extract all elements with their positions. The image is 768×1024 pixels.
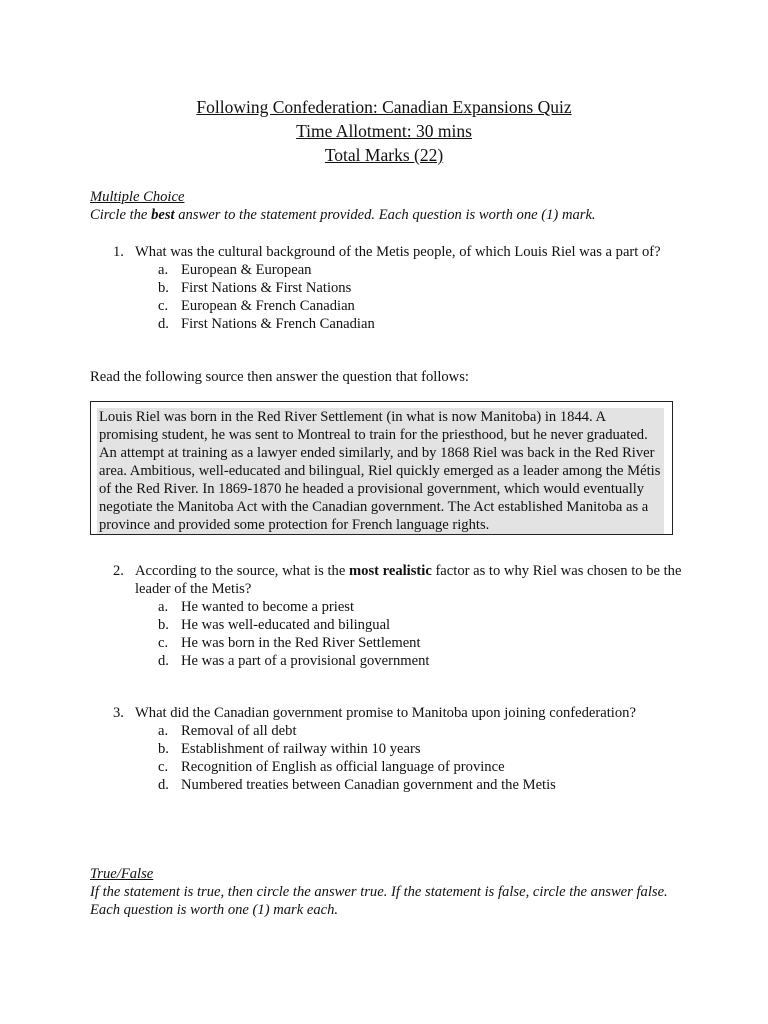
answer-option[interactable]: [113, 279, 683, 297]
option-text: First Nations & French Canadian: [181, 316, 375, 332]
option-text: He wanted to become a priest: [181, 599, 355, 615]
answer-options: [113, 598, 683, 670]
title-block: [0, 95, 768, 167]
total-marks: Total Marks (22): [324, 145, 444, 165]
source-box: [90, 401, 673, 535]
option-letter: b.: [158, 280, 169, 296]
question-text-end: factor as to why Riel was chosen to be the leader of the Metis?: [135, 563, 682, 597]
question-text-start: According to the source, what is the: [135, 563, 349, 579]
answer-option[interactable]: [113, 616, 683, 634]
option-letter: c.: [158, 759, 169, 775]
question-text: What was the cultural background of the Metis people, of which Louis Riel was a part of?: [135, 244, 661, 260]
option-letter: b.: [158, 617, 169, 633]
option-text: He was born in the Red River Settlement: [181, 635, 421, 651]
answer-options: [113, 722, 683, 794]
option-letter: a.: [158, 599, 169, 615]
question-text: What did the Canadian government promise to Manitoba upon joining confederation?: [135, 705, 636, 721]
instructions-text-start: Circle the: [90, 207, 152, 223]
question-number: 3.: [113, 705, 124, 721]
question-number: 1.: [113, 244, 124, 260]
answer-option[interactable]: [113, 598, 683, 616]
option-letter: a.: [158, 723, 169, 739]
answer-option[interactable]: [113, 776, 683, 794]
source-intro: Read the following source then answer the question that follows:: [90, 369, 469, 385]
option-text: He was well-educated and bilingual: [181, 617, 391, 633]
option-letter: d.: [158, 653, 169, 669]
option-text: Recognition of English as official language of province: [181, 759, 505, 775]
instructions-text-end: answer to the statement provided. Each question is worth one (1) mark.: [174, 207, 596, 223]
option-text: He was a part of a provisional government: [181, 653, 430, 669]
answer-option[interactable]: [113, 722, 683, 740]
option-letter: d.: [158, 777, 169, 793]
quiz-title: Following Confederation: Canadian Expansions Quiz: [196, 97, 572, 117]
time-allotment: Time Allotment: 30 mins: [296, 121, 472, 141]
question-2: [113, 562, 683, 670]
option-text: Numbered treaties between Canadian government and the Metis: [181, 777, 556, 793]
option-letter: b.: [158, 741, 169, 757]
question-text: [135, 562, 683, 598]
source-text: Louis Riel was born in the Red River Settlement (in what is now Manitoba) in 1844. A promising student, he was sent to Montreal to train for the priesthood, but he never graduated. An attempt at training as a lawyer ended similarly, and by 1868 Riel was back in the Red River area. Ambitious, well-educated and bilingual, Riel quickly emerged as a leader among the Métis of the Red River. In 1869-1870 he headed a provisional government, which would eventually negotiate the Manitoba Act with the Canadian government. The Act established Manitoba as a province and provided some protection for French language rights.: [97, 408, 664, 534]
multiple-choice-heading: Multiple Choice: [90, 189, 185, 205]
option-text: Removal of all debt: [181, 723, 297, 739]
option-letter: c.: [158, 635, 169, 651]
question-3: [113, 704, 683, 794]
answer-option[interactable]: [113, 315, 683, 333]
question-1: [113, 243, 683, 333]
answer-options: [113, 261, 683, 333]
option-letter: a.: [158, 262, 169, 278]
question-emphasis: most realistic: [348, 563, 432, 579]
true-false-instructions: If the statement is true, then circle the answer true. If the statement is false, circle the answer false. Each question is worth one (1) mark each.: [90, 884, 668, 918]
answer-option[interactable]: [113, 652, 683, 670]
option-letter: d.: [158, 316, 169, 332]
option-text: European & European: [181, 262, 312, 278]
true-false-heading: True/False: [90, 866, 154, 882]
answer-option[interactable]: [113, 297, 683, 315]
answer-option[interactable]: [113, 634, 683, 652]
option-text: First Nations & First Nations: [181, 280, 352, 296]
question-number: 2.: [113, 563, 124, 579]
option-letter: c.: [158, 298, 169, 314]
instructions-emphasis: best: [151, 207, 175, 223]
option-text: Establishment of railway within 10 years: [181, 741, 421, 757]
answer-option[interactable]: [113, 740, 683, 758]
multiple-choice-instructions: [90, 206, 690, 224]
answer-option[interactable]: [113, 261, 683, 279]
option-text: European & French Canadian: [181, 298, 355, 314]
answer-option[interactable]: [113, 758, 683, 776]
